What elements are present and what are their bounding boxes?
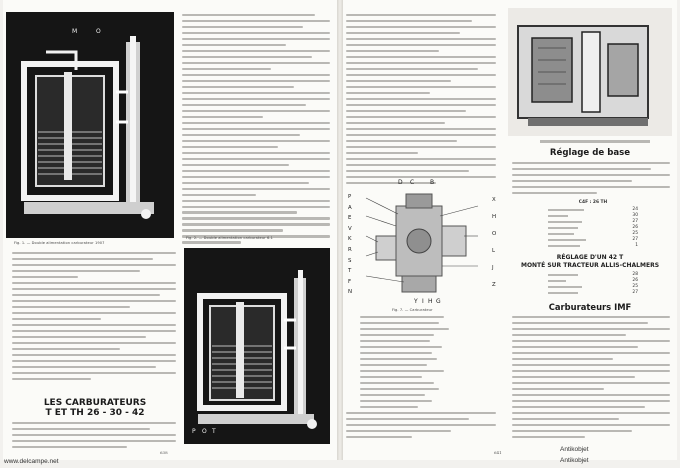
body-text-column: [346, 14, 496, 188]
carburetor-cutaway-illustration: [184, 248, 330, 444]
body-text-column: [512, 162, 670, 198]
right-page-number: 641: [494, 450, 502, 455]
table-row: 27: [548, 290, 638, 296]
table-row: 28: [548, 272, 638, 278]
footer-right-watermark: Antikobjet: [560, 457, 589, 464]
footer-right-watermark: Antikobjet: [560, 446, 589, 453]
diagram-label: B: [430, 179, 435, 186]
diagram-label: E: [348, 215, 352, 222]
table-row: 26: [548, 225, 638, 231]
table-row: 25: [548, 284, 638, 290]
section-subtitle: T ET TH 26 - 30 - 42: [45, 408, 145, 418]
figure-2-label: T: [212, 428, 216, 435]
figure-2-carburetor-cutaway: [184, 248, 330, 444]
diagram-right-labels: [492, 192, 500, 294]
body-text-column: [12, 422, 176, 452]
body-text-column: [12, 252, 176, 384]
diagram-label: I: [422, 298, 424, 305]
carburateurs-imf-title: Carburateurs IMF: [548, 302, 632, 312]
diagram-label: Y: [414, 298, 418, 305]
diagram-label: K: [348, 236, 352, 243]
body-text-column: [346, 412, 496, 442]
diagram-label: D: [398, 179, 403, 186]
diagram-label: A: [348, 204, 352, 211]
body-text-column: [512, 316, 670, 442]
figure-7-caption: Fig. 7. — Carburateur: [392, 308, 433, 312]
reglage-table: [548, 200, 638, 249]
diagram-label: X: [492, 197, 496, 203]
parts-legend-list: [360, 316, 480, 412]
figure-carburetor-photo: [508, 8, 672, 136]
carburetor-cutaway-illustration: [6, 12, 174, 238]
diagram-label: T: [348, 268, 352, 275]
diagram-label: Z: [492, 282, 496, 288]
diagram-left-labels: [348, 192, 356, 298]
figure-1-caption: Fig. 1. — Double alimentation carburateur 1907: [14, 241, 105, 245]
figure-2-caption: Fig. 2. — Double alimentation carburateur 6.1: [186, 236, 274, 240]
table-row: 1: [548, 243, 638, 249]
diagram-label: R: [348, 246, 352, 253]
table-row: 27: [548, 219, 638, 225]
diagram-label: F: [348, 278, 352, 285]
diagram-label: O: [492, 231, 497, 237]
left-page-number: 638: [160, 450, 168, 455]
figure-2-label: P: [192, 428, 196, 435]
table-row: 30: [548, 213, 638, 219]
figure-2-label: O: [202, 428, 207, 435]
footer-left-watermark: www.delcampe.net: [4, 458, 59, 465]
table-row: 24: [548, 207, 638, 213]
diagram-label: H: [428, 298, 433, 305]
diagram-label: P: [348, 194, 352, 200]
section-title: LES CARBURATEURS: [43, 398, 147, 408]
montage-subtitle: MONTÉ SUR TRACTEUR ALLIS-CHALMERS: [520, 262, 660, 269]
figure-1-carburetor-cutaway: [6, 12, 174, 238]
reglage-title: Réglage de base: [549, 148, 631, 158]
carburetor-section-illustration: [508, 8, 672, 136]
figure-1-label: O: [96, 28, 101, 35]
figure-1-label: M: [72, 28, 78, 35]
diagram-label: L: [492, 248, 496, 254]
figure-7-exploded-carburetor: [356, 186, 488, 304]
diagram-label: V: [348, 225, 352, 232]
figure-carburetor-caption: [540, 140, 650, 143]
diagram-label: C: [410, 179, 415, 186]
diagram-label: J: [492, 265, 494, 271]
carburetor-exploded-illustration: [356, 186, 488, 304]
body-text-column: [182, 14, 330, 247]
diagram-label: H: [492, 214, 497, 220]
montage-table: [548, 272, 638, 296]
diagram-label: G: [436, 298, 441, 305]
montage-title: RÉGLAGE D'UN 42 T: [556, 254, 624, 261]
table-row: 27: [548, 237, 638, 243]
table-row: 26: [548, 278, 638, 284]
diagram-label: S: [348, 257, 352, 264]
table-header: C4F : 26 TH: [578, 200, 608, 205]
table-row: 25: [548, 231, 638, 237]
diagram-label: N: [348, 289, 353, 296]
